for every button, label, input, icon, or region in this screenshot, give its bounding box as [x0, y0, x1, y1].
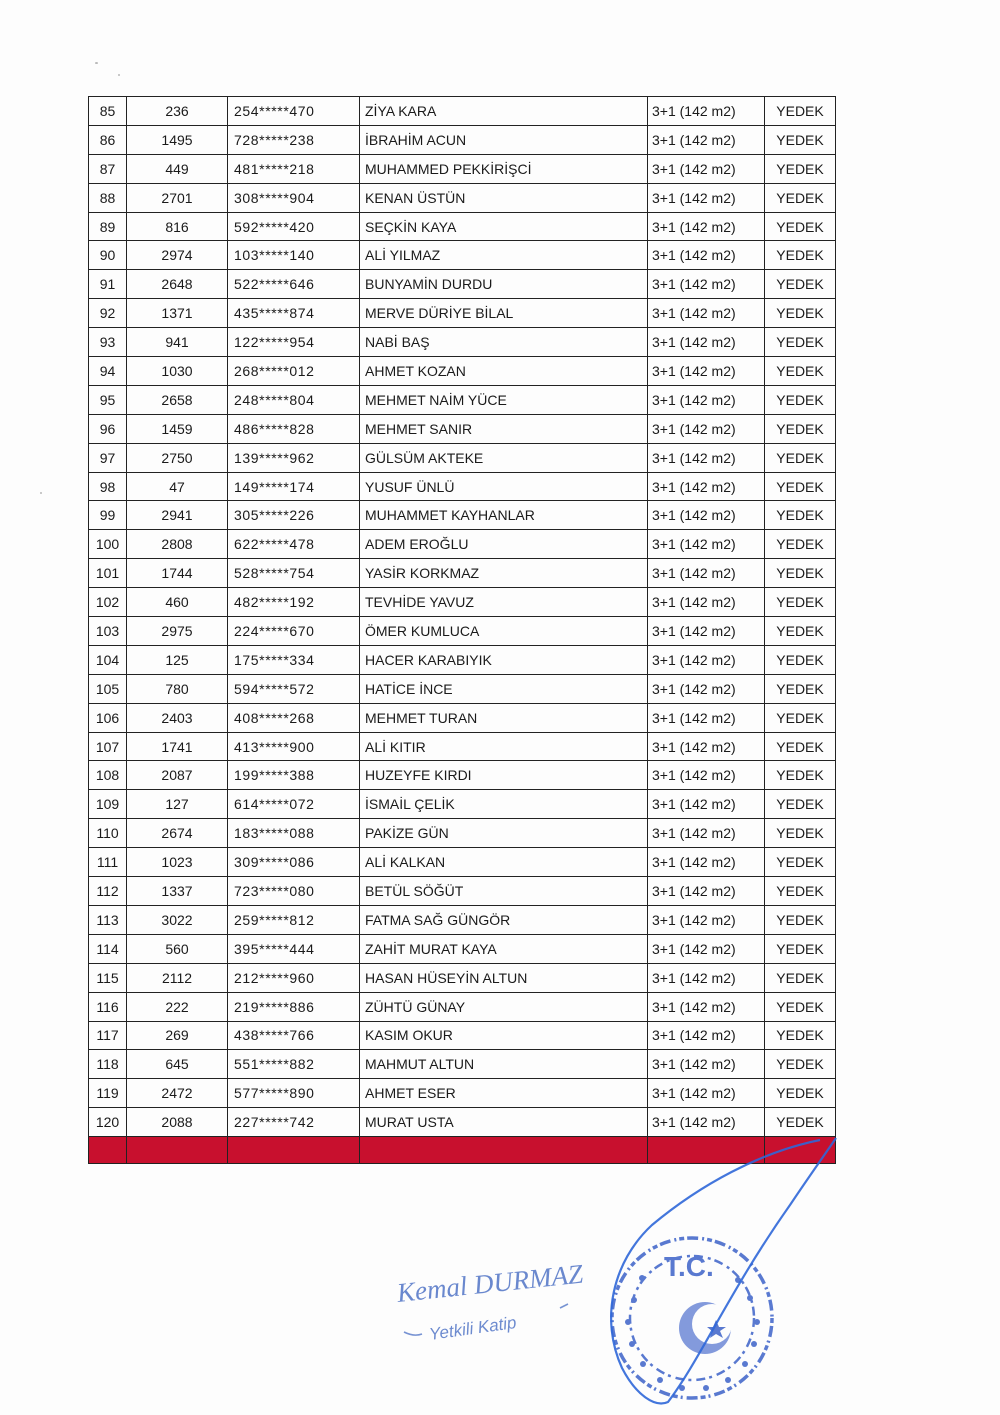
table-row	[89, 703, 836, 732]
draw-number-cell: 2648	[127, 270, 228, 299]
masked-id-cell: 551*****882	[228, 1050, 360, 1079]
full-name-cell: GÜLSÜM AKTEKE	[360, 443, 648, 472]
masked-id-cell: 224*****670	[228, 617, 360, 646]
status-cell: YEDEK	[765, 328, 836, 357]
status-cell: YEDEK	[765, 645, 836, 674]
housing-type-cell: 3+1 (142 m2)	[648, 617, 765, 646]
row-number-cell: 86	[89, 125, 127, 154]
masked-id-cell: 592*****420	[228, 212, 360, 241]
row-number-cell: 103	[89, 617, 127, 646]
table-row	[89, 848, 836, 877]
draw-number-cell: 560	[127, 934, 228, 963]
row-number-cell: 92	[89, 299, 127, 328]
row-number-cell: 110	[89, 819, 127, 848]
full-name-cell: NABİ BAŞ	[360, 328, 648, 357]
full-name-cell: HUZEYFE KIRDI	[360, 761, 648, 790]
table-row	[89, 1079, 836, 1108]
reserve-list-body	[89, 97, 836, 1164]
status-cell: YEDEK	[765, 1050, 836, 1079]
housing-type-cell: 3+1 (142 m2)	[648, 703, 765, 732]
status-cell: YEDEK	[765, 357, 836, 386]
table-row	[89, 963, 836, 992]
draw-number-cell: 2087	[127, 761, 228, 790]
table-row	[89, 1108, 836, 1137]
status-cell: YEDEK	[765, 732, 836, 761]
signature-scribble	[611, 1138, 836, 1403]
status-cell: YEDEK	[765, 270, 836, 299]
masked-id-cell: 149*****174	[228, 472, 360, 501]
housing-type-cell: 3+1 (142 m2)	[648, 299, 765, 328]
housing-type-cell: 3+1 (142 m2)	[648, 732, 765, 761]
status-cell: YEDEK	[765, 1108, 836, 1137]
status-cell: YEDEK	[765, 588, 836, 617]
status-cell: YEDEK	[765, 674, 836, 703]
masked-id-cell: 528*****754	[228, 559, 360, 588]
full-name-cell: İSMAİL ÇELİK	[360, 790, 648, 819]
status-cell: YEDEK	[765, 905, 836, 934]
row-number-cell: 114	[89, 934, 127, 963]
masked-id-cell: 438*****766	[228, 1021, 360, 1050]
draw-number-cell: 2472	[127, 1079, 228, 1108]
row-number-cell: 90	[89, 241, 127, 270]
draw-number-cell: 1030	[127, 357, 228, 386]
full-name-cell: AHMET ESER	[360, 1079, 648, 1108]
housing-type-cell: 3+1 (142 m2)	[648, 819, 765, 848]
closing-cell	[228, 1137, 360, 1164]
masked-id-cell: 268*****012	[228, 357, 360, 386]
full-name-cell: KENAN ÜSTÜN	[360, 183, 648, 212]
table-row	[89, 617, 836, 646]
table-row	[89, 299, 836, 328]
row-number-cell: 93	[89, 328, 127, 357]
draw-number-cell: 2750	[127, 443, 228, 472]
housing-type-cell: 3+1 (142 m2)	[648, 848, 765, 877]
full-name-cell: MERVE DÜRİYE BİLAL	[360, 299, 648, 328]
full-name-cell: ZÜHTÜ GÜNAY	[360, 992, 648, 1021]
row-number-cell: 115	[89, 963, 127, 992]
status-cell: YEDEK	[765, 154, 836, 183]
status-cell: YEDEK	[765, 241, 836, 270]
row-number-cell: 111	[89, 848, 127, 877]
star-icon	[707, 1320, 726, 1338]
status-cell: YEDEK	[765, 934, 836, 963]
draw-number-cell: 1023	[127, 848, 228, 877]
draw-number-cell: 1495	[127, 125, 228, 154]
full-name-cell: MEHMET NAİM YÜCE	[360, 385, 648, 414]
housing-type-cell: 3+1 (142 m2)	[648, 992, 765, 1021]
full-name-cell: BETÜL SÖĞÜT	[360, 877, 648, 906]
row-number-cell: 96	[89, 414, 127, 443]
masked-id-cell: 254*****470	[228, 97, 360, 126]
table-row	[89, 992, 836, 1021]
status-cell: YEDEK	[765, 472, 836, 501]
draw-number-cell: 1371	[127, 299, 228, 328]
housing-type-cell: 3+1 (142 m2)	[648, 212, 765, 241]
draw-number-cell: 2674	[127, 819, 228, 848]
signature-stamp	[394, 1259, 585, 1344]
draw-number-cell: 236	[127, 97, 228, 126]
draw-number-cell: 125	[127, 645, 228, 674]
row-number-cell: 101	[89, 559, 127, 588]
full-name-cell: MUHAMMED PEKKİRİŞCİ	[360, 154, 648, 183]
table-row	[89, 645, 836, 674]
row-number-cell: 94	[89, 357, 127, 386]
table-row	[89, 819, 836, 848]
status-cell: YEDEK	[765, 501, 836, 530]
full-name-cell: MEHMET SANIR	[360, 414, 648, 443]
housing-type-cell: 3+1 (142 m2)	[648, 501, 765, 530]
closing-cell	[127, 1137, 228, 1164]
full-name-cell: MUHAMMET KAYHANLAR	[360, 501, 648, 530]
row-number-cell: 105	[89, 674, 127, 703]
full-name-cell: ÖMER KUMLUCA	[360, 617, 648, 646]
draw-number-cell: 449	[127, 154, 228, 183]
masked-id-cell: 183*****088	[228, 819, 360, 848]
status-cell: YEDEK	[765, 183, 836, 212]
row-number-cell: 89	[89, 212, 127, 241]
table-row	[89, 443, 836, 472]
signature-title: Yetkili Katip	[427, 1312, 518, 1344]
table-row	[89, 761, 836, 790]
status-cell: YEDEK	[765, 385, 836, 414]
masked-id-cell: 413*****900	[228, 732, 360, 761]
draw-number-cell: 222	[127, 992, 228, 1021]
status-cell: YEDEK	[765, 299, 836, 328]
masked-id-cell: 435*****874	[228, 299, 360, 328]
housing-type-cell: 3+1 (142 m2)	[648, 963, 765, 992]
full-name-cell: ALİ KALKAN	[360, 848, 648, 877]
masked-id-cell: 614*****072	[228, 790, 360, 819]
full-name-cell: HACER KARABIYIK	[360, 645, 648, 674]
draw-number-cell: 1741	[127, 732, 228, 761]
status-cell: YEDEK	[765, 530, 836, 559]
table-row	[89, 674, 836, 703]
housing-type-cell: 3+1 (142 m2)	[648, 877, 765, 906]
table-row	[89, 328, 836, 357]
housing-type-cell: 3+1 (142 m2)	[648, 1021, 765, 1050]
row-number-cell: 100	[89, 530, 127, 559]
masked-id-cell: 103*****140	[228, 241, 360, 270]
status-cell: YEDEK	[765, 1079, 836, 1108]
masked-id-cell: 122*****954	[228, 328, 360, 357]
official-seal	[612, 1238, 772, 1398]
scan-speck	[95, 62, 98, 64]
table-row	[89, 501, 836, 530]
housing-type-cell: 3+1 (142 m2)	[648, 530, 765, 559]
masked-id-cell: 481*****218	[228, 154, 360, 183]
table-row	[89, 732, 836, 761]
status-cell: YEDEK	[765, 414, 836, 443]
draw-number-cell: 780	[127, 674, 228, 703]
masked-id-cell: 395*****444	[228, 934, 360, 963]
draw-number-cell: 47	[127, 472, 228, 501]
masked-id-cell: 212*****960	[228, 963, 360, 992]
housing-type-cell: 3+1 (142 m2)	[648, 472, 765, 501]
full-name-cell: PAKİZE GÜN	[360, 819, 648, 848]
draw-number-cell: 2658	[127, 385, 228, 414]
draw-number-cell: 2403	[127, 703, 228, 732]
row-number-cell: 97	[89, 443, 127, 472]
table-row	[89, 414, 836, 443]
masked-id-cell: 482*****192	[228, 588, 360, 617]
full-name-cell: ALİ KITIR	[360, 732, 648, 761]
housing-type-cell: 3+1 (142 m2)	[648, 1079, 765, 1108]
draw-number-cell: 2808	[127, 530, 228, 559]
masked-id-cell: 199*****388	[228, 761, 360, 790]
table-row	[89, 241, 836, 270]
closing-cell	[648, 1137, 765, 1164]
full-name-cell: ADEM EROĞLU	[360, 530, 648, 559]
full-name-cell: HATİCE İNCE	[360, 674, 648, 703]
status-cell: YEDEK	[765, 848, 836, 877]
row-number-cell: 91	[89, 270, 127, 299]
draw-number-cell: 1459	[127, 414, 228, 443]
masked-id-cell: 723*****080	[228, 877, 360, 906]
signature-name: Kemal DURMAZ	[395, 1258, 585, 1308]
draw-number-cell: 2974	[127, 241, 228, 270]
row-number-cell: 117	[89, 1021, 127, 1050]
masked-id-cell: 219*****886	[228, 992, 360, 1021]
masked-id-cell: 308*****904	[228, 183, 360, 212]
full-name-cell: MAHMUT ALTUN	[360, 1050, 648, 1079]
housing-type-cell: 3+1 (142 m2)	[648, 674, 765, 703]
table-row	[89, 183, 836, 212]
full-name-cell: SEÇKİN KAYA	[360, 212, 648, 241]
masked-id-cell: 175*****334	[228, 645, 360, 674]
masked-id-cell: 594*****572	[228, 674, 360, 703]
masked-id-cell: 248*****804	[228, 385, 360, 414]
housing-type-cell: 3+1 (142 m2)	[648, 934, 765, 963]
draw-number-cell: 645	[127, 1050, 228, 1079]
masked-id-cell: 486*****828	[228, 414, 360, 443]
table-row	[89, 1050, 836, 1079]
housing-type-cell: 3+1 (142 m2)	[648, 241, 765, 270]
row-number-cell: 99	[89, 501, 127, 530]
scan-speck	[118, 74, 120, 76]
reserve-list-table	[88, 96, 836, 1164]
draw-number-cell: 2112	[127, 963, 228, 992]
housing-type-cell: 3+1 (142 m2)	[648, 154, 765, 183]
row-number-cell: 108	[89, 761, 127, 790]
seal-text: T.C.	[664, 1251, 714, 1282]
housing-type-cell: 3+1 (142 m2)	[648, 125, 765, 154]
row-number-cell: 87	[89, 154, 127, 183]
draw-number-cell: 2975	[127, 617, 228, 646]
draw-number-cell: 1337	[127, 877, 228, 906]
masked-id-cell: 522*****646	[228, 270, 360, 299]
housing-type-cell: 3+1 (142 m2)	[648, 559, 765, 588]
scan-speck	[40, 492, 42, 494]
table-row	[89, 1021, 836, 1050]
row-number-cell: 104	[89, 645, 127, 674]
row-number-cell: 102	[89, 588, 127, 617]
full-name-cell: YASİR KORKMAZ	[360, 559, 648, 588]
table-row	[89, 357, 836, 386]
masked-id-cell: 577*****890	[228, 1079, 360, 1108]
full-name-cell: ZİYA KARA	[360, 97, 648, 126]
masked-id-cell: 309*****086	[228, 848, 360, 877]
housing-type-cell: 3+1 (142 m2)	[648, 385, 765, 414]
housing-type-cell: 3+1 (142 m2)	[648, 443, 765, 472]
housing-type-cell: 3+1 (142 m2)	[648, 414, 765, 443]
masked-id-cell: 728*****238	[228, 125, 360, 154]
row-number-cell: 106	[89, 703, 127, 732]
housing-type-cell: 3+1 (142 m2)	[648, 588, 765, 617]
masked-id-cell: 305*****226	[228, 501, 360, 530]
table-row	[89, 385, 836, 414]
full-name-cell: ALİ YILMAZ	[360, 241, 648, 270]
table-row	[89, 270, 836, 299]
draw-number-cell: 3022	[127, 905, 228, 934]
row-number-cell: 85	[89, 97, 127, 126]
draw-number-cell: 941	[127, 328, 228, 357]
full-name-cell: AHMET KOZAN	[360, 357, 648, 386]
full-name-cell: FATMA SAĞ GÜNGÖR	[360, 905, 648, 934]
table-row	[89, 559, 836, 588]
masked-id-cell: 408*****268	[228, 703, 360, 732]
row-number-cell: 119	[89, 1079, 127, 1108]
table-row	[89, 154, 836, 183]
closing-cell	[360, 1137, 648, 1164]
status-cell: YEDEK	[765, 97, 836, 126]
status-cell: YEDEK	[765, 212, 836, 241]
status-cell: YEDEK	[765, 761, 836, 790]
table-row	[89, 212, 836, 241]
masked-id-cell: 259*****812	[228, 905, 360, 934]
status-cell: YEDEK	[765, 819, 836, 848]
housing-type-cell: 3+1 (142 m2)	[648, 97, 765, 126]
table-row	[89, 934, 836, 963]
housing-type-cell: 3+1 (142 m2)	[648, 357, 765, 386]
full-name-cell: YUSUF ÜNLÜ	[360, 472, 648, 501]
status-cell: YEDEK	[765, 559, 836, 588]
draw-number-cell: 2701	[127, 183, 228, 212]
closing-row	[89, 1137, 836, 1164]
table-row	[89, 790, 836, 819]
row-number-cell: 107	[89, 732, 127, 761]
row-number-cell: 120	[89, 1108, 127, 1137]
table-row	[89, 530, 836, 559]
row-number-cell: 95	[89, 385, 127, 414]
full-name-cell: MURAT USTA	[360, 1108, 648, 1137]
masked-id-cell: 227*****742	[228, 1108, 360, 1137]
table-row	[89, 125, 836, 154]
draw-number-cell: 1744	[127, 559, 228, 588]
row-number-cell: 112	[89, 877, 127, 906]
full-name-cell: İBRAHİM ACUN	[360, 125, 648, 154]
status-cell: YEDEK	[765, 443, 836, 472]
table-row	[89, 877, 836, 906]
draw-number-cell: 127	[127, 790, 228, 819]
housing-type-cell: 3+1 (142 m2)	[648, 905, 765, 934]
status-cell: YEDEK	[765, 790, 836, 819]
masked-id-cell: 139*****962	[228, 443, 360, 472]
table-row	[89, 472, 836, 501]
housing-type-cell: 3+1 (142 m2)	[648, 790, 765, 819]
row-number-cell: 118	[89, 1050, 127, 1079]
full-name-cell: TEVHİDE YAVUZ	[360, 588, 648, 617]
draw-number-cell: 269	[127, 1021, 228, 1050]
status-cell: YEDEK	[765, 1021, 836, 1050]
table-row	[89, 905, 836, 934]
table-row	[89, 588, 836, 617]
full-name-cell: HASAN HÜSEYİN ALTUN	[360, 963, 648, 992]
housing-type-cell: 3+1 (142 m2)	[648, 645, 765, 674]
status-cell: YEDEK	[765, 125, 836, 154]
row-number-cell: 116	[89, 992, 127, 1021]
status-cell: YEDEK	[765, 963, 836, 992]
row-number-cell: 88	[89, 183, 127, 212]
full-name-cell: ZAHİT MURAT KAYA	[360, 934, 648, 963]
housing-type-cell: 3+1 (142 m2)	[648, 183, 765, 212]
masked-id-cell: 622*****478	[228, 530, 360, 559]
housing-type-cell: 3+1 (142 m2)	[648, 328, 765, 357]
row-number-cell: 113	[89, 905, 127, 934]
full-name-cell: MEHMET TURAN	[360, 703, 648, 732]
status-cell: YEDEK	[765, 703, 836, 732]
housing-type-cell: 3+1 (142 m2)	[648, 761, 765, 790]
housing-type-cell: 3+1 (142 m2)	[648, 270, 765, 299]
status-cell: YEDEK	[765, 992, 836, 1021]
full-name-cell: BUNYAMİN DURDU	[360, 270, 648, 299]
full-name-cell: KASIM OKUR	[360, 1021, 648, 1050]
draw-number-cell: 460	[127, 588, 228, 617]
status-cell: YEDEK	[765, 877, 836, 906]
draw-number-cell: 2088	[127, 1108, 228, 1137]
row-number-cell: 109	[89, 790, 127, 819]
closing-cell	[765, 1137, 836, 1164]
draw-number-cell: 2941	[127, 501, 228, 530]
table-row	[89, 97, 836, 126]
housing-type-cell: 3+1 (142 m2)	[648, 1108, 765, 1137]
draw-number-cell: 816	[127, 212, 228, 241]
closing-cell	[89, 1137, 127, 1164]
housing-type-cell: 3+1 (142 m2)	[648, 1050, 765, 1079]
status-cell: YEDEK	[765, 617, 836, 646]
row-number-cell: 98	[89, 472, 127, 501]
